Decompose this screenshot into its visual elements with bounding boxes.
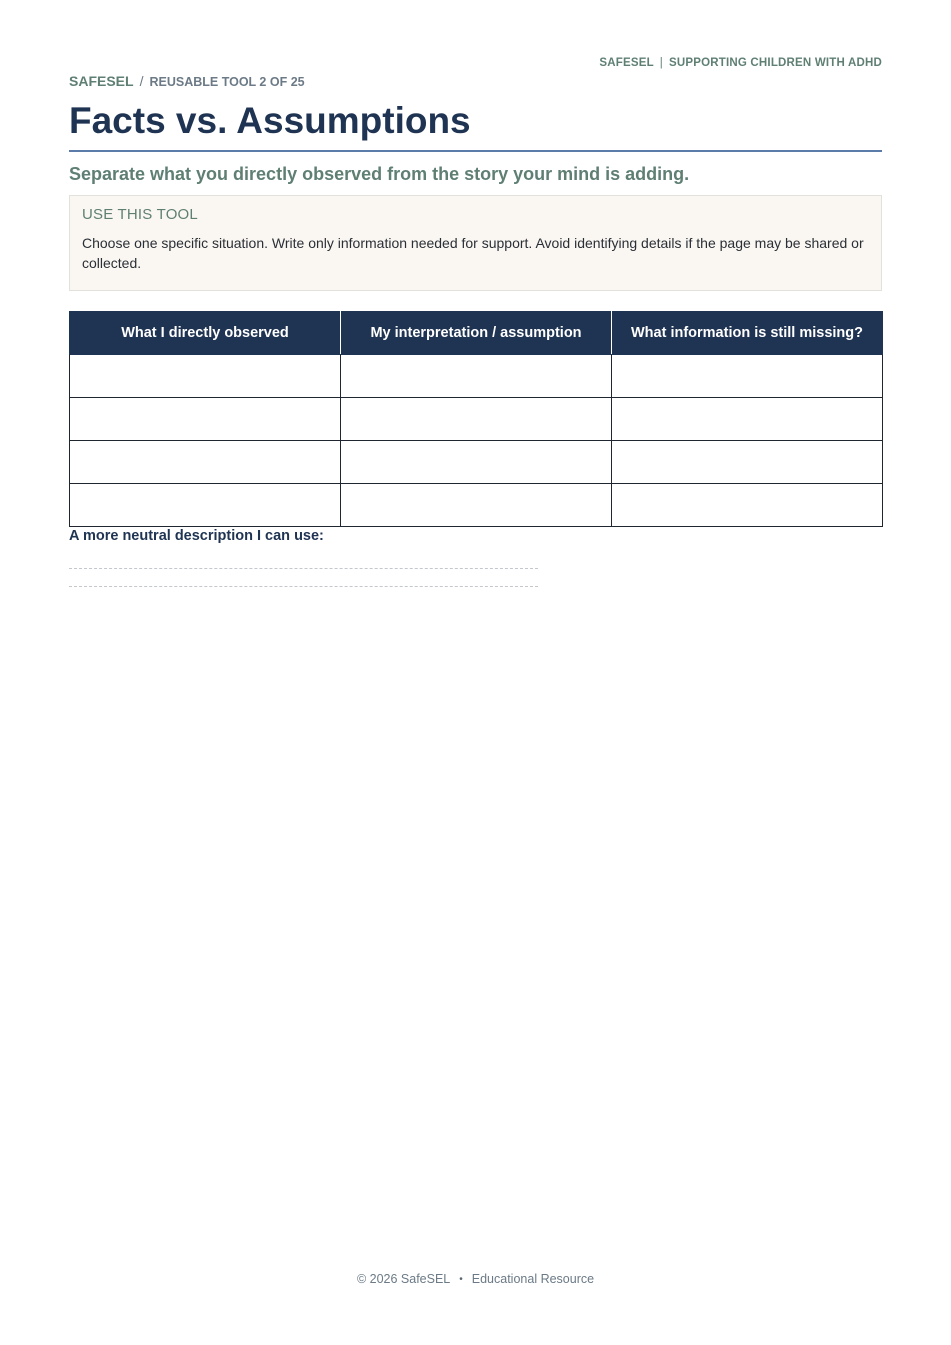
instructions-callout bbox=[69, 195, 882, 291]
breadcrumb bbox=[69, 73, 305, 89]
neutral-description-label: A more neutral description I can use: bbox=[69, 528, 324, 544]
column-header-interpretation: My interpretation / assumption bbox=[341, 312, 612, 355]
table-row bbox=[70, 398, 883, 441]
breadcrumb-brand: SAFESEL bbox=[69, 73, 134, 89]
table-cell-observed[interactable] bbox=[70, 484, 341, 527]
table-cell-missing-info[interactable] bbox=[612, 441, 883, 484]
running-header bbox=[599, 57, 882, 69]
table-header-row bbox=[70, 312, 883, 355]
table-row bbox=[70, 441, 883, 484]
table-row bbox=[70, 355, 883, 398]
table-cell-interpretation[interactable] bbox=[341, 355, 612, 398]
facts-assumptions-table bbox=[69, 311, 883, 527]
footer-note: Educational Resource bbox=[471, 1272, 595, 1286]
callout-heading: USE THIS TOOL bbox=[82, 206, 198, 223]
neutral-description-line-2[interactable] bbox=[69, 586, 538, 587]
table-cell-observed[interactable] bbox=[70, 441, 341, 484]
table-cell-interpretation[interactable] bbox=[341, 484, 612, 527]
neutral-description-line-1[interactable] bbox=[69, 568, 538, 569]
column-header-missing-info: What information is still missing? bbox=[612, 312, 883, 355]
page-subtitle: Separate what you directly observed from the story your mind is adding. bbox=[69, 164, 690, 184]
breadcrumb-tool-number: REUSABLE TOOL 2 OF 25 bbox=[149, 75, 305, 89]
title-divider bbox=[69, 150, 882, 152]
table-cell-interpretation[interactable] bbox=[341, 398, 612, 441]
running-header-separator: | bbox=[659, 57, 663, 69]
running-header-topic: SUPPORTING CHILDREN WITH ADHD bbox=[668, 57, 882, 69]
table-cell-missing-info[interactable] bbox=[612, 355, 883, 398]
footer-copyright: © 2026 SafeSEL bbox=[356, 1272, 451, 1286]
footer-bullet: • bbox=[459, 1274, 463, 1285]
table-cell-missing-info[interactable] bbox=[612, 398, 883, 441]
table-row bbox=[70, 484, 883, 527]
table-cell-observed[interactable] bbox=[70, 355, 341, 398]
worksheet-page bbox=[69, 0, 882, 1345]
running-header-brand: SAFESEL bbox=[599, 57, 654, 69]
column-header-observed: What I directly observed bbox=[70, 312, 341, 355]
table-cell-missing-info[interactable] bbox=[612, 484, 883, 527]
callout-body: Choose one specific situation. Write only information needed for support. Avoid identifying details if the page may be shared or collected. bbox=[82, 235, 864, 271]
breadcrumb-separator: / bbox=[139, 73, 144, 89]
page-footer bbox=[69, 1272, 882, 1286]
table-cell-interpretation[interactable] bbox=[341, 441, 612, 484]
page-title: Facts vs. Assumptions bbox=[69, 100, 471, 141]
table-cell-observed[interactable] bbox=[70, 398, 341, 441]
